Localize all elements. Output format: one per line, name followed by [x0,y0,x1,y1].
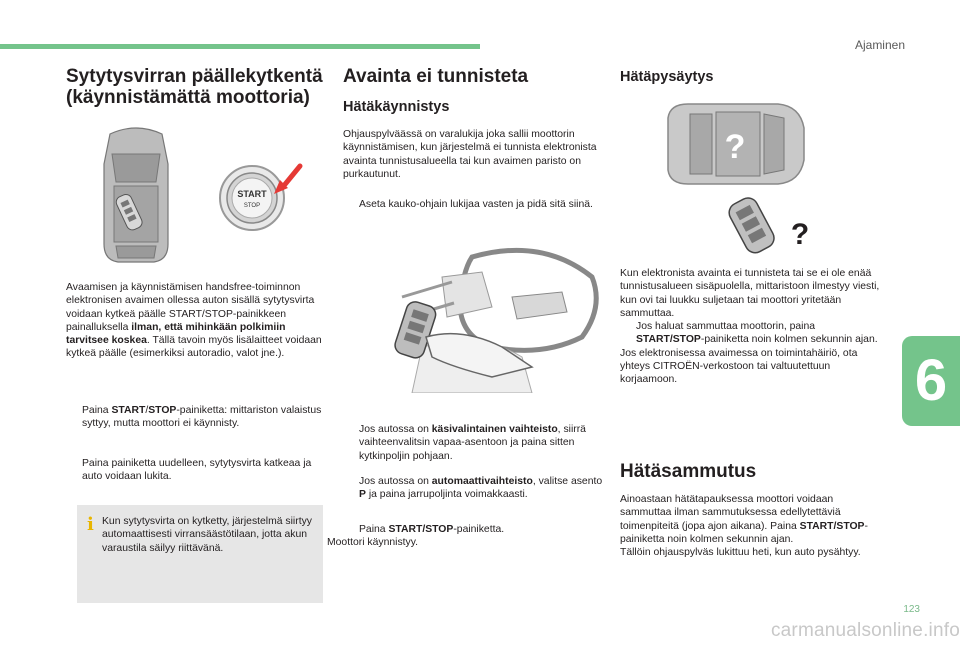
middle-bullet2-pre: Jos autossa on [359,424,432,435]
right-text1: Kun elektronista avainta ei tunnisteta tai se ei ole enää tunnistusalueen sisäpuolella, mittaristoon ilmestyy viesti, kun ovi tai luukku suljetaan tai moottori yritetään sammuttaa. [620,268,880,319]
middle-bullet4-bold: START/STOP [388,524,454,535]
info-box [77,505,323,603]
chapter-tab: 6 [902,336,960,426]
middle-bullet1-text: Aseta kauko-ohjain lukijaa vasten ja pidä sitä siinä. [359,199,593,210]
key-question-illustration [722,192,812,254]
middle-bullet-2 [343,423,605,463]
car-question-illustration [660,98,808,190]
page-number: 123 [903,604,920,615]
left-title-line2: (käynnistämättä moottoria) [66,87,310,108]
right-bullet-bold: START/STOP [636,334,701,346]
left-bullet1-slash: / [145,405,149,416]
right-text2: Jos elektronisessa avaimessa on toimintahäiriö, ota yhteys CITROËN-verkostoon tai valtuutettuun korjaamoon. [620,347,858,386]
middle-bullet3-bold2: P [359,489,366,501]
left-title-line1: Sytytysvirran päällekytkentä [66,66,323,87]
middle-bullet2-post: , siirrä vaihteenvalitsin vapaa-asentoon ja paina sitten kytkinpoljin pohjaan. [359,424,586,462]
header-accent-bar [0,44,480,49]
key-question-mark: ? [790,218,810,251]
car-question-mark: ? [724,128,746,166]
middle-bullet2-bold: käsivalintainen vaihteisto [431,424,558,435]
left-bullet1-pre: Paina [82,405,112,416]
right-bullet-post: -painiketta noin kolmen sekunnin ajan. [700,334,878,346]
right-title: Hätäpysäytys [620,69,714,85]
info-text: Kun sytytysvirta on kytketty, järjestelmä siirtyy automaattisesti virransäästötilaan, jotta akun varaustila säilyy riittävänä. [102,516,312,554]
middle-heading [343,66,603,87]
middle-bullet3-post: ja paina jarrupoljinta voimakkaasti. [365,489,528,501]
middle-bullet3-pre: Jos autossa on [359,476,432,487]
right-text4: Tällöin ohjauspylväs lukittuu heti, kun auto pysähtyy. [620,547,861,559]
left-intro-post: . Tällä tavoin myös lisälaitteet voidaan kytkeä päälle (esimerkiksi autoradio, valot jne.). [66,335,322,360]
middle-bullet4-post: -painiketta. [453,524,505,535]
car-topview-key-illustration [96,124,176,264]
left-intro [66,281,324,361]
middle-title: Avainta ei tunnisteta [343,66,529,87]
right-title-2: Hätäsammutus [620,461,757,482]
middle-bullet3-mid: , valitse asento [532,476,603,487]
right-bullet-pre: Jos haluat sammuttaa moottorin, paina [636,321,816,333]
left-bullet-1 [66,404,328,431]
middle-bullet-1 [343,198,601,211]
right-text3-bold: START/STOP [799,520,865,532]
left-bullet2-text: Paina painiketta uudelleen, sytytysvirta katkeaa ja auto voidaan lukita. [82,458,312,483]
right-text-1 [620,267,882,387]
left-bullet1-post: -painiketta: mittariston valaistus syttyy, mutta moottori ei käynnisty. [82,405,322,430]
left-intro-pre: Avaamisen ja käynnistämisen handsfree-toiminnon elektronisen avaimen ollessa auton sisällä sytytysvirta voidaan kytkeä päälle START/STOP-painikkeen painalluksella [66,282,315,333]
middle-subtitle: Hätäkäynnistys [343,99,450,115]
left-bullet1-bold2: STOP [148,405,177,416]
right-heading-2 [620,461,756,482]
middle-result: Moottori käynnistyy. [327,537,419,549]
steering-column-key-illustration [382,237,604,393]
left-intro-bold: ilman, että mihinkään polkimiin tarvitsee koskea [66,321,286,347]
info-icon: i [87,514,94,535]
start-stop-button-illustration [212,156,312,238]
left-bullet1-bold: START [111,405,146,416]
middle-intro [343,128,601,181]
left-bullet-2 [66,457,328,484]
middle-bullet-3 [343,475,605,502]
right-heading [620,69,714,85]
middle-bullet3-bold: automaattivaihteisto [431,476,533,487]
stop-label: STOP [243,203,261,209]
section-title: Ajaminen [854,38,905,52]
right-text-3 [620,493,882,559]
right-text3-pre: Ainoastaan hätätapauksessa moottori voidaan sammuttaa ilman sammutuksessa edellytettäviä toimenpiteitä (jopa ajon aikana). Paina [620,494,841,532]
middle-bullet4-pre: Paina [359,524,389,535]
start-label: START [237,189,267,199]
middle-subheading [343,99,449,115]
watermark: carmanualsonline.info [770,620,960,641]
right-text3-post: -painiketta noin kolmen sekunnin ajan. [620,520,868,545]
left-heading [66,66,336,108]
middle-intro-text: Ohjauspylväässä on varalukija joka sallii moottorin käynnistämisen, kun järjestelmä ei tunnista elektronista avainta tunnistusalueella tai kun avaimen paristo on purkautunut. [343,129,597,180]
middle-bullet-4 [327,523,605,550]
